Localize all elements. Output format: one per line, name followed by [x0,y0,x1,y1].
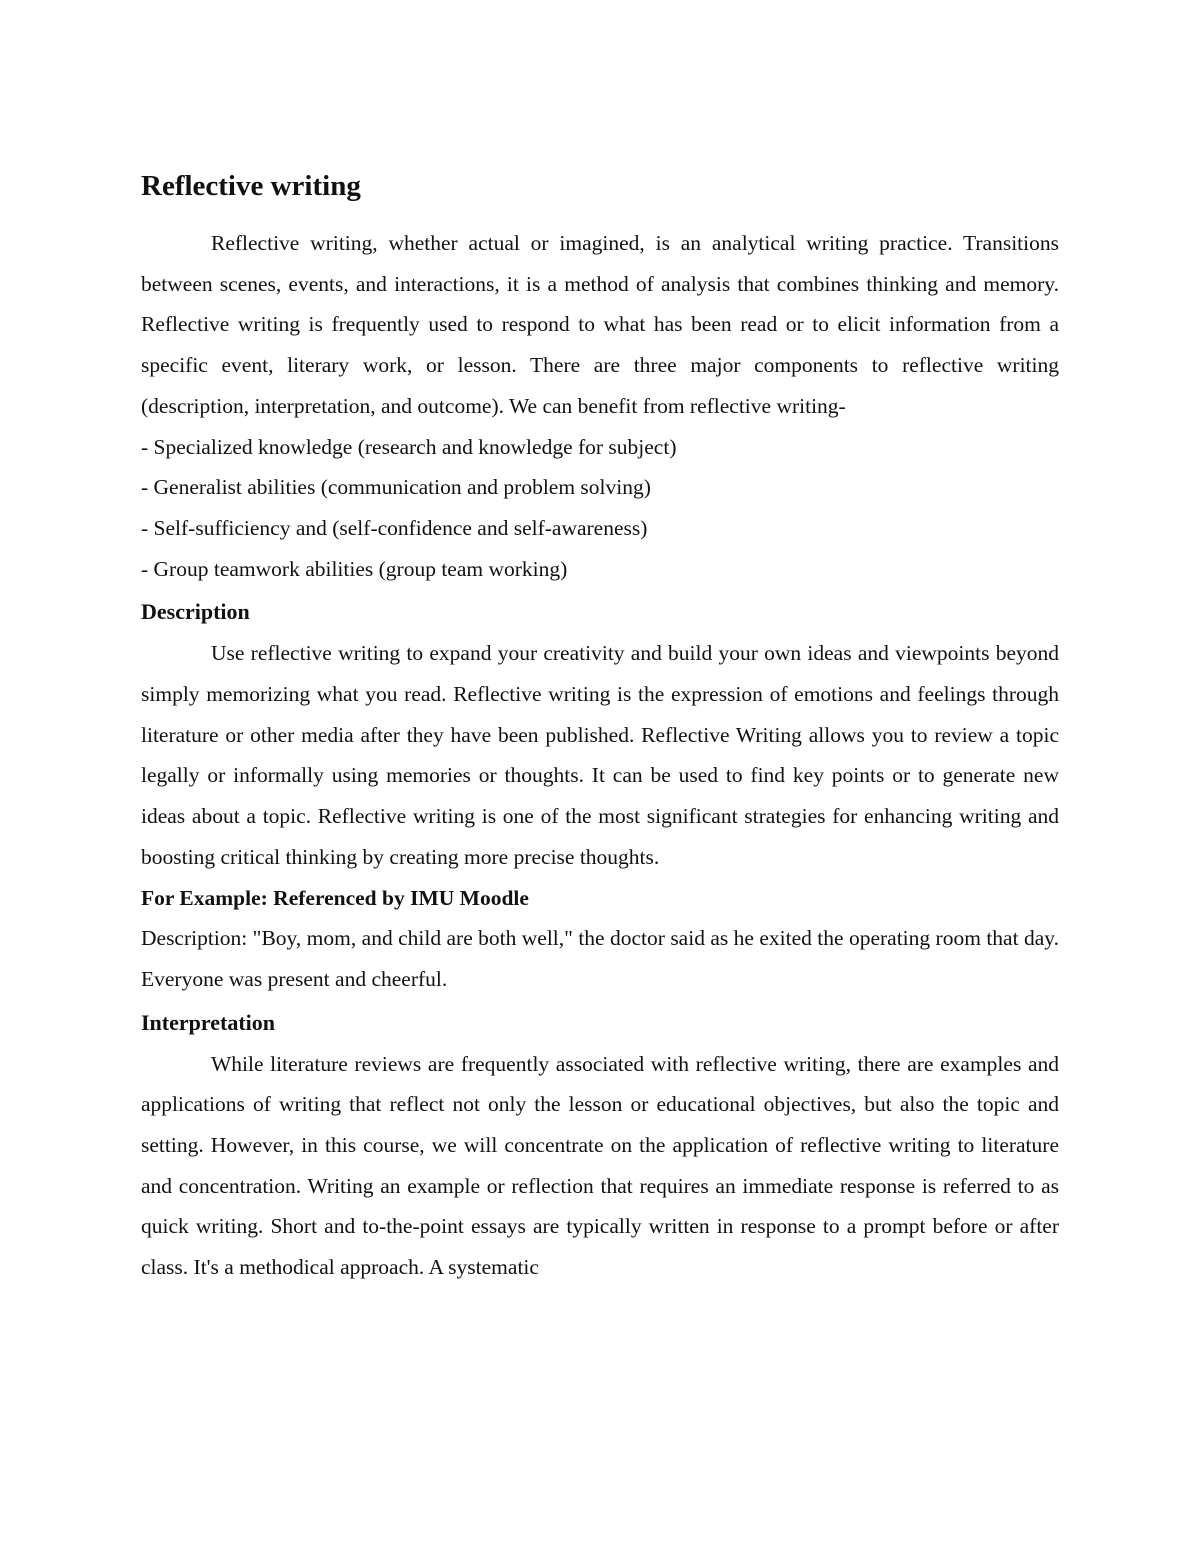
example-paragraph: Description: "Boy, mom, and child are both well," the doctor said as he exited the operating room that day. Everyone was present and cheerful. [141,926,1059,991]
example-heading: For Example: Referenced by IMU Moodle [141,885,529,910]
description-heading: Description [141,599,250,625]
list-item: - Self-sufficiency and (self-confidence and self-awareness) [141,515,648,540]
benefits-list [141,427,1059,590]
document-page [141,166,1059,1288]
intro-paragraph: Reflective writing, whether actual or imagined, is an analytical writing practice. Transitions between scenes, events, and interactions, it is a method of analysis that combines thinking and memory. Reflective writing is frequently used to respond to what has been read or to elicit information from a specific event, literary work, or lesson. There are three major components to reflective writing (description, interpretation, and outcome). We can benefit from reflective writing- [141,231,1059,418]
list-item: - Generalist abilities (communication and problem solving) [141,475,651,500]
list-item: - Group teamwork abilities (group team working) [141,556,568,581]
list-item: - Specialized knowledge (research and knowledge for subject) [141,434,677,459]
interpretation-paragraph: While literature reviews are frequently associated with reflective writing, there are examples and applications of writing that reflect not only the lesson or educational objectives, but also the topic and setting. However, in this course, we will concentrate on the application of reflective writing to literature and concentration. Writing an example or reflection that requires an immediate response is referred to as quick writing. Short and to-the-point essays are typically written in response to a prompt before or after class. It's a methodical approach. A systematic [141,1051,1059,1280]
interpretation-heading: Interpretation [141,1009,276,1035]
document-title: Reflective writing [141,170,361,202]
description-paragraph: Use reflective writing to expand your creativity and build your own ideas and viewpoints beyond simply memorizing what you read. Reflective writing is the expression of emotions and feelings through literature or other media after they have been published. Reflective Writing allows you to review a topic legally or informally using memories or thoughts. It can be used to find key points or to generate new ideas about a topic. Reflective writing is one of the most significant strategies for enhancing writing and boosting critical thinking by creating more precise thoughts. [141,641,1059,869]
